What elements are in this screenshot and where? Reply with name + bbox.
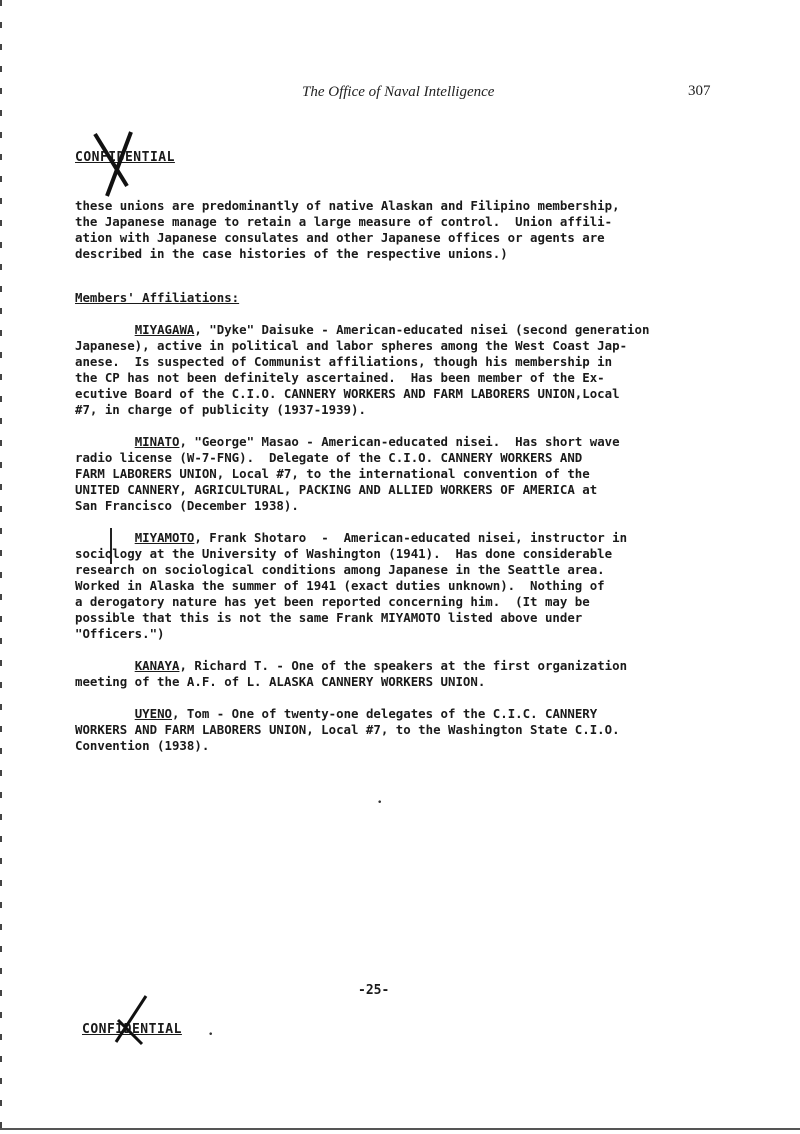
page-bottom-rule bbox=[0, 1128, 800, 1130]
strike-through-mark bbox=[93, 130, 133, 200]
entry-text: , Richard T. - One of the speakers at the first organization meeting of the A.F. of L. ALASKA CANNERY WORKERS UNION. bbox=[75, 658, 628, 689]
entry-text: , Frank Shotaro - American-educated nisei, instructor in sociology at the University of Washington (1941). Has done considerable research on sociological conditions among Japanese in the Seattle area. Worked in Alaska the summer of 1941 (exact duties unknown). Nothing of a derogatory nature has yet been reported concerning him. (It may be possible that this is not the same Frank MIYAMOTO listed above under "Officers.") bbox=[75, 530, 628, 641]
intro-paragraph: these unions are predominantly of native Alaskan and Filipino membership, the Japanese manage to retain a large measure of control. Union affili- ation with Japanese consulates and other Japanese offices or agents are described in the case histories of the respective unions.) bbox=[75, 198, 620, 261]
speck-mark: • bbox=[208, 1030, 214, 1040]
entry-name: KANAYA bbox=[134, 658, 180, 673]
entry-name: MINATO bbox=[134, 434, 180, 449]
folio-number: -25- bbox=[358, 983, 390, 998]
entry-text: , "George" Masao - American-educated nisei. Has short wave radio license (W-7-FNG). Delegate of the C.I.O. CANNERY WORKERS AND FARM LABORERS UNION, Local #7, to the international convention of the UNITED CANNERY, AGRICULTURAL, PACKING AND ALLIED WORKERS OF AMERICA at San Francisco (December 1938). bbox=[75, 434, 620, 513]
stamp-text: CONFIDENTIAL bbox=[82, 1022, 182, 1037]
entry-paragraph bbox=[75, 530, 700, 642]
entry-name: MIYAMOTO bbox=[134, 530, 195, 545]
entry-paragraph bbox=[75, 322, 700, 418]
section-heading: Members' Affiliations: bbox=[75, 290, 240, 305]
page-edge-rule bbox=[0, 0, 2, 1134]
confidential-stamp-top bbox=[75, 150, 175, 165]
strike-through-mark bbox=[112, 994, 152, 1054]
running-head: The Office of Naval Intelligence bbox=[302, 84, 495, 100]
entry-text: , "Dyke" Daisuke - American-educated nisei (second generation Japanese), active in political and labor spheres among the West Coast Jap- anese. Is suspected of Communist affiliations, though his membership in the CP has not been definitely ascertained. Has been member of the Ex- ecutive Board of the C.I.O. CANNERY WORKERS AND FARM LABORERS UNION,Local #7, in charge of publicity (1937-1939). bbox=[75, 322, 650, 417]
entry-paragraph bbox=[75, 434, 700, 514]
stamp-text: CONFIDENTIAL bbox=[75, 150, 175, 165]
entry-name: MIYAGAWA bbox=[134, 322, 195, 337]
speck-mark: • bbox=[377, 798, 383, 808]
entry-name: UYENO bbox=[134, 706, 172, 721]
confidential-stamp-bottom bbox=[82, 1022, 182, 1037]
entry-paragraph bbox=[75, 706, 700, 754]
entry-text: , Tom - One of twenty-one delegates of the C.I.C. CANNERY WORKERS AND FARM LABORERS UNION, Local #7, to the Washington State C.I.O. Convention (1938). bbox=[75, 706, 620, 753]
entry-paragraph bbox=[75, 658, 700, 690]
page-number: 307 bbox=[688, 83, 711, 99]
